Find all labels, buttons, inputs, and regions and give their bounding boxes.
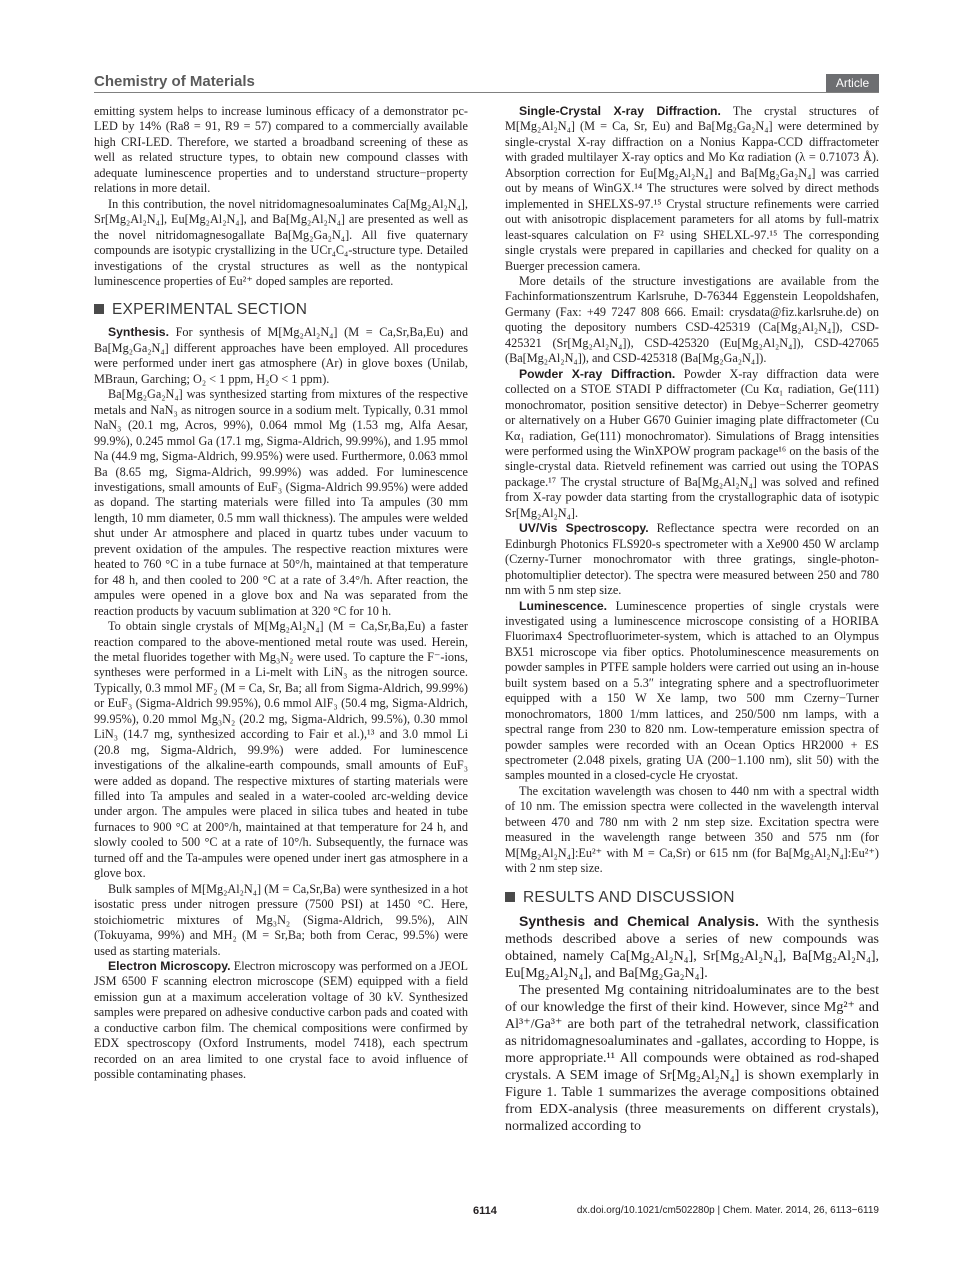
electron-microscopy-text: Electron microscopy was performed on a JEOL JSM 6500 F scanning electron microscope (SEM) equipped with a field emission gun at a maximum acceleration voltage of 30 kV. Synthesized samples were prepared on adhesive conductive carbon pads and coated with a conductive carbon film. The chemical compositions were confirmed by EDX spectroscopy (Oxford Instruments, model 7418), each spectrum recorded on an area limited to one crystal face to avoid influence of possible contaminating phases. <box>94 959 469 1082</box>
section-square-icon <box>94 304 104 314</box>
synthesis-paragraph-4: Bulk samples of M[Mg₂Al₂N₄] (M = Ca,Sr,Ba) were synthesized in a hot isostatic press under nitrogen pressure (7500 PSI) at 1450 °C. Here, stoichiometric mixtures of Mg₃N₂ (Sigma-Aldrich, 99.5%), AlN (Tokuyama, 99%) and MH₂ (M = Sr,Ba; both from Cerac, 99.5%) were used as starting materials. <box>94 881 468 958</box>
synthesis-paragraph-3: To obtain single crystals of M[Mg₂Al₂N₄] (M = Ca,Sr,Ba,Eu) a faster reaction compared to the above-mentioned metal route was used. Herein, the metal fluorides together with Mg₃N₂ were used. To capture the F⁻-ions, syntheses were performed in a Li-melt with LiN₃ as the nitrogen source. Typically, 0.3 mmol MF₂ (M = Ca, Sr, Ba; all from Sigma-Aldrich, 99.99%) or EuF₃ (Sigma-Aldrich 99.95%), 0.6 mmol AlF₃ (50.4 mg, Sigma-Aldrich, 99.95%), 0.20 mmol Mg₃N₂ (20.2 mg, Sigma-Aldrich, 99.5%), 0.30 mmol LiN₃ (14.7 mg, synthesized according to Fair et al.),¹³ and 3.0 mmol Li (20.8 mg, Sigma-Aldrich, 99.9%) were added. For luminescence investigations of the alkaline-earth compounds, small amounts of EuF₃ were added as dopand. The respective mixtures of starting materials were filled into Ta ampules and sealed in a water-cooled arc-welding device under argon. The ampules were placed in silica tubes and heated in tube furnaces to 900 °C at 200°/h, maintained at that temperature for 24 h, and slowly cooled to 500 °C at a rate of 10°/h. Subsequently, the furnace was turned off and the Ta-ampules were opened under inert gas atmosphere in a glove box. <box>94 619 468 881</box>
experimental-section-heading <box>94 301 468 319</box>
intro-paragraph-2: In this contribution, the novel nitridomagnesoaluminates Ca[Mg₂Al₂N₄], Sr[Mg₂Al₂N₄], Eu[Mg₂Al₂N₄], and Ba[Mg₂Al₂N₄] are presented as well as the novel nitridomagnesogallate Ba[Mg₂Ga₂N₄]. All five quaternary compounds are isotypic crystallizing in the UCr₄C₄-structure type. Detailed investigations of the crystal structures as well as the nontypical luminescence properties of Eu²⁺ doped samples are reported. <box>94 196 468 288</box>
intro-paragraph-1: emitting system helps to increase luminous efficacy of a demonstrator pc-LED by 14% (Ra8 = 91, R9 = 57) compared to a commercially available high CRI-LED. Therefore, we started a broadband screening of these as well as related structure types, to obtain new compound classes with adequate luminescence properties and to understand structure−property relations in more detail. <box>94 104 468 196</box>
doi-citation-link[interactable]: dx.doi.org/10.1021/cm502280p | Chem. Mater. 2014, 26, 6113−6119 <box>576 1205 879 1216</box>
uvvis-heading: UV/Vis Spectroscopy. <box>519 521 649 536</box>
journal-title: Chemistry of Materials <box>94 73 255 90</box>
scxrd-paragraph-1 <box>505 104 879 274</box>
experimental-section-title: EXPERIMENTAL SECTION <box>112 301 308 319</box>
luminescence-text-1: Luminescence properties of single crystals were investigated using a luminescence microscope consisting of a HORIBA Fluorimax4 Spectrofluorimeter-system, which is attached to an Olympus BX51 microscope via fiber optics. Photoluminescence measurements on powder samples in PTFE sample holders were carried out using an in-house built system based on a 5.3″ integrating sphere and a spectrofluorimeter equipped with a 150 W Xe lamp, two 500 mm Czerny−Turner monochromators, 1800 1/mm lattices, and 250/500 nm lamps, with a spectral range from 230 to 820 nm. Low-temperature emission spectra of powder samples were recorded with an Ocean Optics HR2000 + ES spectrometer (2.048 pixels, grating UA (200−1.100 nm), slit 50) with the samples mounted in a closed-cycle He cryostat. <box>505 598 879 783</box>
results-section-heading <box>505 889 879 907</box>
results-section-title: RESULTS AND DISCUSSION <box>523 888 735 906</box>
synthesis-heading: Synthesis. <box>108 325 169 340</box>
pxrd-text: Powder X-ray diffraction data were collected on a STOE STADI P diffractometer (Cu Kα₁ radiation, Ge(111) monochromator, position sensitive detector) in Debye−Scherrer geometry or alternatively on a Huber G670 Guinier imaging plate diffractometer (Cu Kα₁ radiation, Ge(111) monochromator). Simulations of Bragg intensities were performed using the WinXPOW program package¹⁶ on the basis of the single-crystal data. Rietveld refinement was carried out using the TOPAS package.¹⁷ The crystal structure of Ba[Mg₂Al₂N₄] was solved and refined from X-ray powder data starting from the crystallographic data of isotypic Sr[Mg₂Al₂N₄]. <box>505 366 879 520</box>
synthesis-paragraph-1 <box>94 325 468 387</box>
pxrd-heading: Powder X-ray Diffraction. <box>519 366 676 381</box>
electron-microscopy-paragraph <box>94 959 468 1083</box>
pxrd-paragraph <box>505 367 879 522</box>
luminescence-heading: Luminescence. <box>519 598 608 613</box>
synthesis-analysis-paragraph-2: The presented Mg containing nitridoaluminates are to the best of our knowledge the first of their kind. However, since Mg²⁺ and Al³⁺/Ga³⁺ are both part of the tetrahedral network, classification as nitridomagnesoaluminates and -gallates, according to Hoppe, is more appropriate.¹¹ All compounds were obtained as rod-shaped crystals. A SEM image of Sr[Mg₂Al₂N₄] is shown exemplarly in Figure 1. Table 1 summarizes the average compositions obtained from EDX-analysis (three measurements on different crystals), normalized according to <box>505 982 879 1134</box>
right-column <box>505 104 879 1135</box>
uvvis-paragraph <box>505 521 879 598</box>
scxrd-paragraph-2: More details of the structure investigations are available from the Fachinformationszentrum Karlsruhe, D-76344 Eggenstein Leopoldshafen, Germany (Fax: +49 7247 808 666. Email: crysdata@fiz.karlsruhe.de) on quoting the depository numbers CSD-425319 (Ca[Mg₂Al₂N₄]), CSD-425321 (Sr[Mg₂Al₂N₄]), CSD-425320 (Eu[Mg₂Al₂N₄]), CSD-427065 (Ba[Mg₂Al₂N₄]), and CSD-425318 (Ba[Mg₂Ga₂N₄]). <box>505 273 879 366</box>
synthesis-analysis-paragraph-1 <box>505 913 879 982</box>
synthesis-analysis-heading: Synthesis and Chemical Analysis. <box>519 912 759 929</box>
luminescence-paragraph-1 <box>505 599 879 784</box>
synthesis-paragraph-2: Ba[Mg₂Ga₂N₄] was synthesized starting from mixtures of the respective metals and NaN₃ as nitrogen source in a sodium melt. Typically, 0.31 mmol NaN₃ (20.1 mg, Acros, 99%), 0.064 mmol Mg (1.53 mg, Alfa Aesar, 99.9%), 0.245 mmol Ga (17.1 mg, Sigma-Aldrich, 99.99%), and 1.95 mmol Na (44.9 mg, Sigma-Aldrich, 99.95%) were used. Furthermore, 0.063 mmol Ba (8.65 mg, Sigma-Aldrich, 99.99%) was added. For luminescence investigations, small amounts of EuF₃ (Sigma-Aldrich 99.95%) were added as dopand. The starting materials were filled into Ta ampules (30 mm length, 10 mm diameter, 0.5 mm wall thickness). The ampules were welded shut under Ar atmosphere and placed in quartz tubes under vacuum to prevent oxidation of the ampules. The respective reaction mixtures were heated to 760 °C in a tube furnace at 50°/h, maintained at that temperature for 48 h, and then cooled to 200 °C at a rate of 3.4°/h. After reaction, the ampules were opened in a glove box and Na was separated from the reaction products by vacuum sublimation at 320 °C for 10 h. <box>94 387 468 618</box>
left-column <box>94 104 468 1083</box>
scxrd-text-1: The crystal structures of M[Mg₂Al₂N₄] (M = Ca, Sr, Eu) and Ba[Mg₂Ga₂N₄] were determined by single-crystal X-ray diffraction on a Nonius Kappa-CCD diffractometer with graded multilayer X-ray optics and Mo Kα radiation (λ = 0.71073 Å). Absorption correction for Eu[Mg₂Al₂N₄] and Ba[Mg₂Ga₂N₄] was carried out by means of WinGX.¹⁴ The structures were solved by direct methods implemented in SHELXS-97.¹⁵ Crystal structure refinements were carried out with anisotropic displacement parameters for all atoms by full-matrix least-squares calculation on F² using SHELXL-97.¹⁵ The corresponding single crystals were prepared in capillaries and checked for quality on a Buerger precession camera. <box>505 104 880 273</box>
header-rule <box>94 92 879 93</box>
luminescence-paragraph-2: The excitation wavelength was chosen to 440 nm with a spectral width of 10 nm. The emission spectra were collected in the wavelength interval between 470 and 780 nm with 2 nm step size. Excitation spectra were measured in the wavelength range between 350 and 575 nm (for M[Mg₂Al₂N₄]:Eu²⁺ with M = Ca,Sr) or 615 nm (for Ba[Mg₂Al₂N₄]:Eu²⁺) with 2 nm step size. <box>505 783 879 876</box>
electron-microscopy-heading: Electron Microscopy. <box>108 959 231 974</box>
synthesis-text-1: For synthesis of M[Mg₂Al₂N₄] (M = Ca,Sr,Ba,Eu) and Ba[Mg₂Ga₂N₄] different approaches have been employed. All procedures were performed under inert gas atmosphere (Ar) in glove boxes (Unilab, MBraun, Garching; O₂ < 1 ppm, H₂O < 1 ppm). <box>94 325 468 386</box>
article-type-badge: Article <box>826 74 879 92</box>
uvvis-text: Reflectance spectra were recorded on an Edinburgh Photonics FLS920-s spectrometer with a Xe900 450 W arclamp (Czerny-Turner monochromator with three gratings, single-photon-photomultiplier detector). The spectra were measured between 250 and 780 nm with 5 nm step size. <box>505 521 880 598</box>
synthesis-analysis-text-1: With the synthesis methods described above a series of new compounds was obtained, namely Ca[Mg₂Al₂N₄], Sr[Mg₂Al₂N₄], Ba[Mg₂Al₂N₄], Eu[Mg₂Al₂N₄], and Ba[Mg₂Ga₂N₄]. <box>505 914 880 981</box>
section-square-icon <box>505 892 515 902</box>
page-number: 6114 <box>473 1205 497 1217</box>
scxrd-heading: Single-Crystal X-ray Diffraction. <box>519 104 721 118</box>
